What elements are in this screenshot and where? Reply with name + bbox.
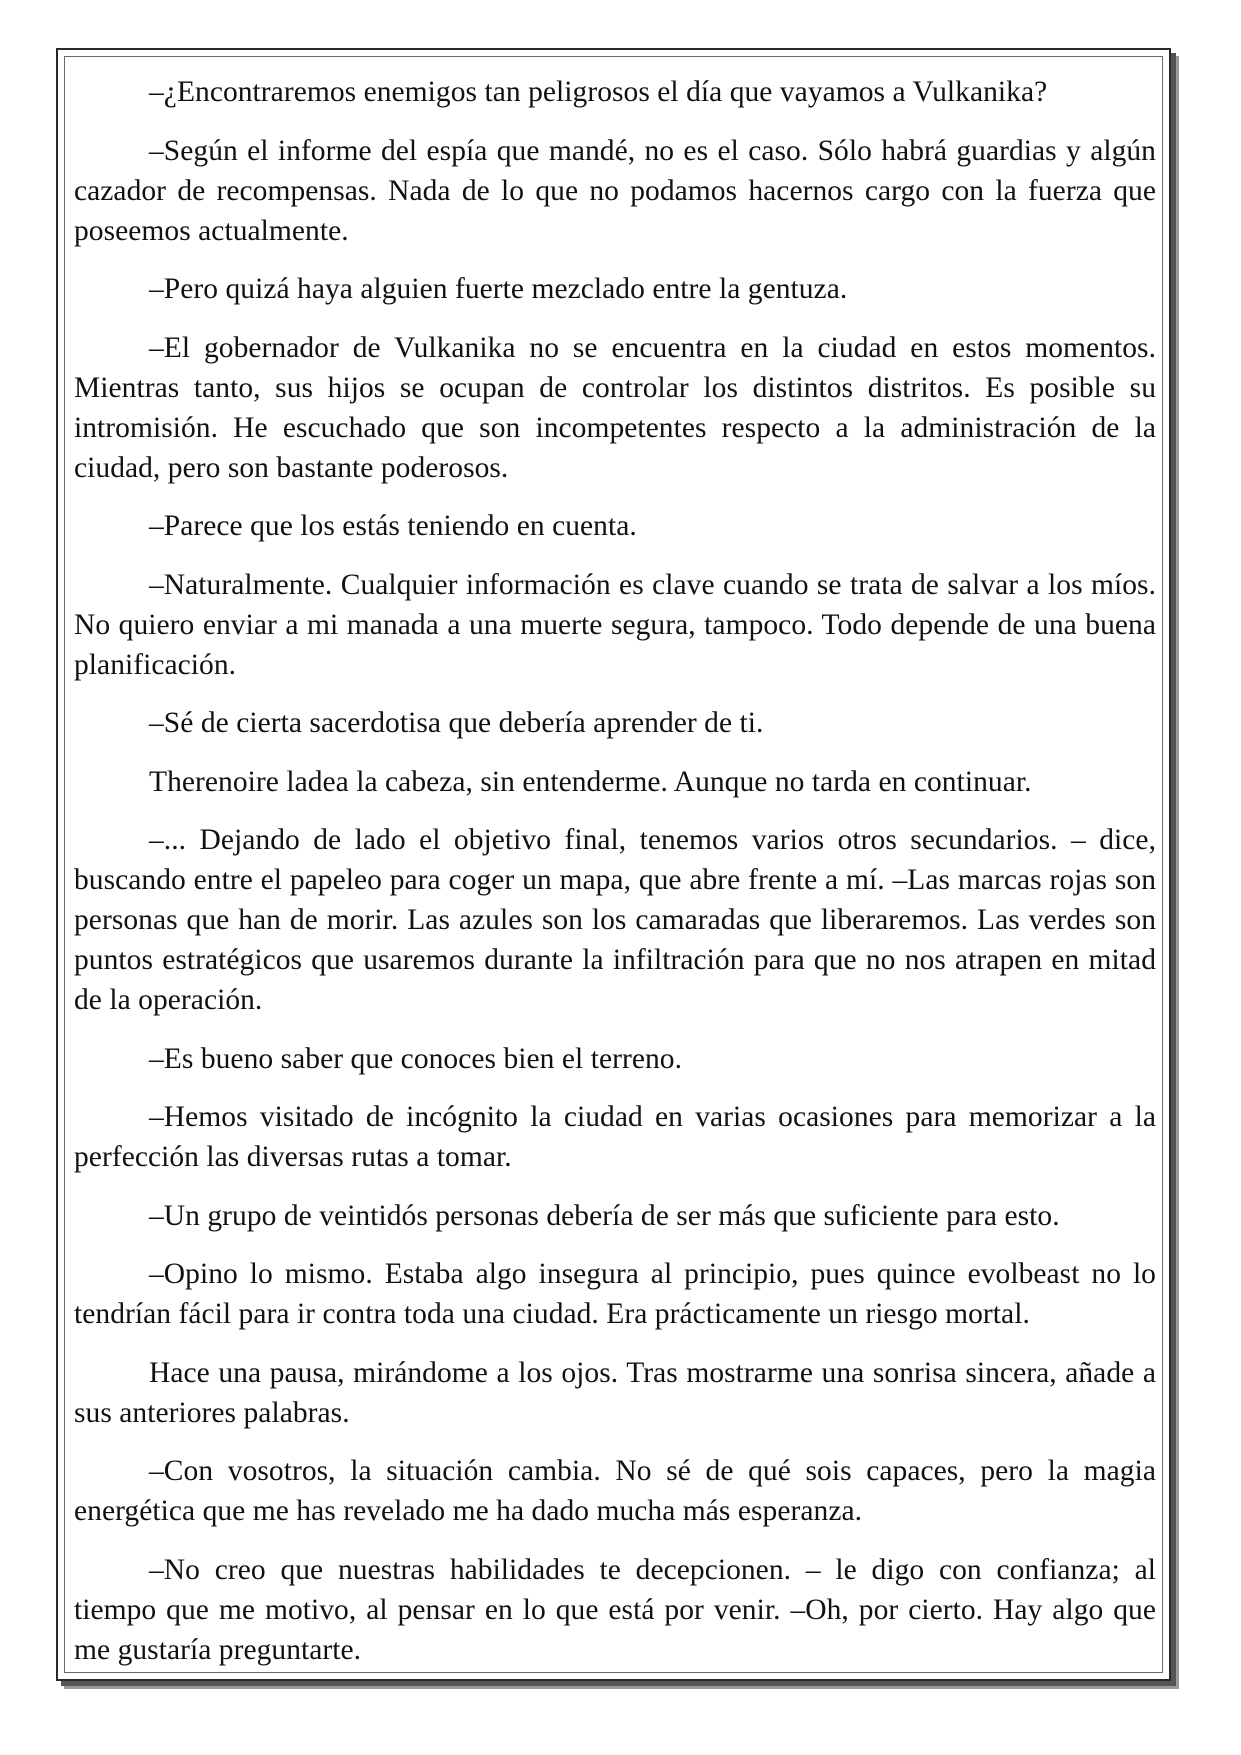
paragraph: –Según el informe del espía que mandé, no es el caso. Sólo habrá guardias y algún cazador de recompensas. Nada de lo que no podamos hacernos cargo con la fuerza que poseemos actualmente.: [74, 134, 1156, 247]
paragraph: Hace una pausa, mirándome a los ojos. Tras mostrarme una sonrisa sincera, añade a sus anteriores palabras.: [74, 1356, 1156, 1429]
paragraph: –Es bueno saber que conoces bien el terreno.: [149, 1042, 682, 1075]
paragraph: –El gobernador de Vulkanika no se encuentra en la ciudad en estos momentos. Mientras tanto, sus hijos se ocupan de controlar los distintos distritos. Es posible su intromisión. He escuchado que son incompetentes respecto a la administración de la ciudad, pero son bastante poderosos.: [74, 331, 1156, 484]
paragraph: –Opino lo mismo. Estaba algo insegura al principio, pues quince evolbeast no lo tendrían fácil para ir contra toda una ciudad. Era prácticamente un riesgo mortal.: [74, 1258, 1156, 1330]
paragraph: –Parece que los estás teniendo en cuenta.: [149, 510, 637, 542]
paragraph: –Hemos visitado de incógnito la ciudad en varias ocasiones para memorizar a la perfección las diversas rutas a tomar.: [74, 1101, 1156, 1173]
paragraph: –Un grupo de veintidós personas debería de ser más que suficiente para esto.: [149, 1199, 1060, 1232]
document-body: [74, 72, 1156, 1688]
paragraph: –Sé de cierta sacerdotisa que debería aprender de ti.: [149, 707, 764, 739]
paragraph: Therenoire ladea la cabeza, sin entenderme. Aunque no tarda en continuar.: [149, 765, 1032, 798]
paragraph: –¿Encontraremos enemigos tan peligrosos el día que vayamos a Vulkanika?: [149, 76, 1048, 108]
paragraph: –No creo que nuestras habilidades te decepcionen. – le digo con confianza; al tiempo que me motivo, al pensar en lo que está por venir. –Oh, por cierto. Hay algo que me gustaría preguntarte.: [74, 1553, 1156, 1666]
paragraph: –Con vosotros, la situación cambia. No sé de qué sois capaces, pero la magia energética que me has revelado me ha dado mucha más esperanza.: [74, 1455, 1156, 1527]
paragraph: –Naturalmente. Cualquier información es clave cuando se trata de salvar a los míos. No quiero enviar a mi manada a una muerte segura, tampoco. Todo depende de una buena planificación.: [74, 568, 1156, 681]
paragraph: –Pero quizá haya alguien fuerte mezclado entre la gentuza.: [149, 273, 848, 305]
paragraph: –... Dejando de lado el objetivo final, tenemos varios otros secundarios. – dice, buscando entre el papeleo para coger un mapa, que abre frente a mí. –Las marcas rojas son personas que han de morir. Las azules son los camaradas que liberaremos. Las verdes son puntos estratégicos que usaremos durante la infiltración para que no nos atrapen en mitad de la operación.: [74, 824, 1156, 1016]
